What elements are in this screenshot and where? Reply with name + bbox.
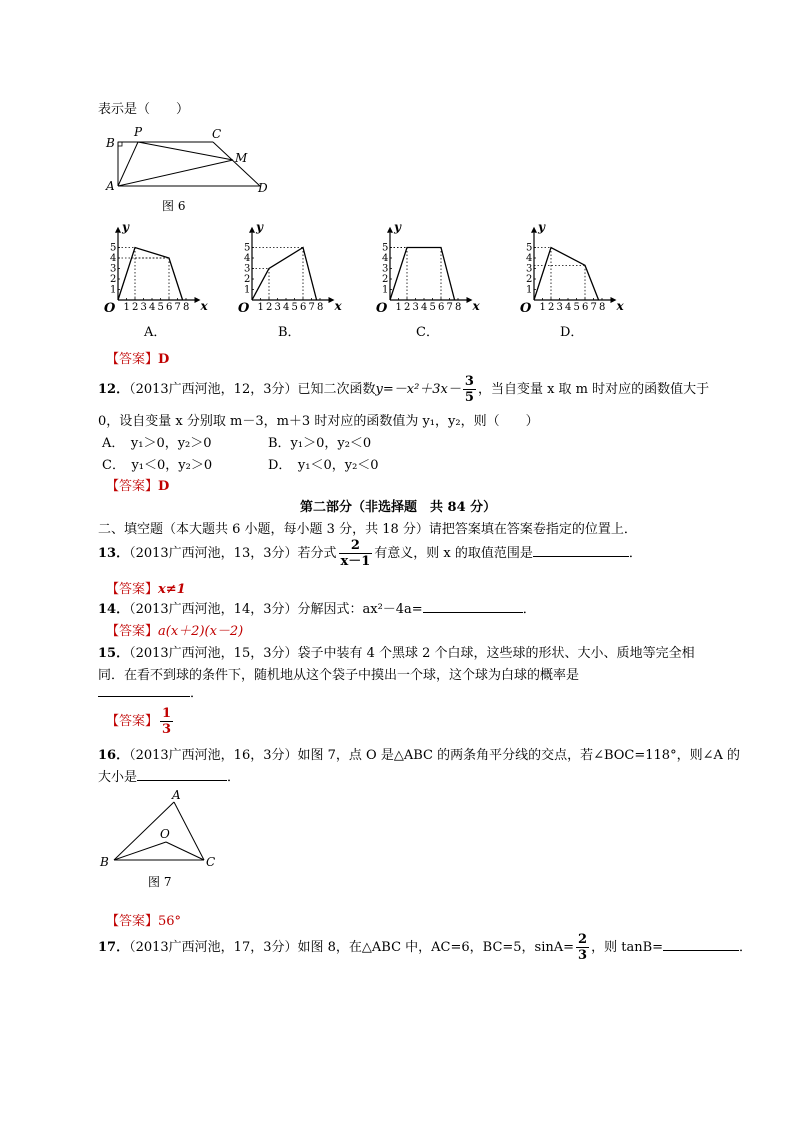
part-2-title: 第二部分（非选择题 共 84 分） xyxy=(300,500,497,515)
y-axis-arrow xyxy=(387,227,393,233)
answer-16: 【答案】56° xyxy=(106,914,182,929)
y-axis-label: y xyxy=(394,224,401,234)
question-16-line2: 大小是 ． xyxy=(98,770,241,785)
x-tick-label: 3 xyxy=(556,302,563,313)
x-tick-label: 2 xyxy=(404,302,411,313)
origin-label: O xyxy=(104,301,116,316)
x-tick-label: 1 xyxy=(257,302,264,313)
q13-answer-blank[interactable] xyxy=(533,556,629,557)
y-axis-arrow xyxy=(115,227,121,233)
fig7-label-a: A xyxy=(172,788,181,802)
origin-label: O xyxy=(376,301,388,316)
question-17: 17．（2013广西河池，17，3分）如图 8，在△ABC 中，AC=6，BC=5，sinA= $\frac{2}{3}$ ，则 tanB= ． xyxy=(98,932,753,963)
question-15-line2: 同．在看不到球的条件下，随机地从这个袋子中摸出一个球，这个球为白球的概率是 xyxy=(98,668,580,683)
y-tick-label: 1 xyxy=(244,284,251,296)
y-tick-label: 2 xyxy=(244,274,251,285)
x-tick-label: 8 xyxy=(183,302,190,313)
answer-12: 【答案】D xyxy=(106,479,170,494)
q14-answer-blank[interactable] xyxy=(423,612,523,613)
question-14: 14．（2013广西河池，14，3分）分解因式：ax²－4a= ． xyxy=(98,602,536,617)
x-tick-label: 2 xyxy=(548,302,555,313)
answer-11: 【答案】D xyxy=(106,352,170,367)
y-tick-label: 5 xyxy=(526,242,533,254)
y-tick-label: 3 xyxy=(382,263,389,275)
x-axis-label: x xyxy=(200,299,208,313)
fig7-label-o: O xyxy=(160,827,170,841)
q12-option-c: C． y₁＜0，y₂＞0 xyxy=(102,458,213,473)
x-tick-label: 8 xyxy=(317,302,324,313)
y-tick-label: 1 xyxy=(382,284,389,296)
option-label: B． xyxy=(278,325,301,340)
y-tick-label: 5 xyxy=(382,242,389,254)
fig6-label-c: C xyxy=(212,127,222,141)
y-tick-label: 2 xyxy=(382,274,389,285)
option-label: D． xyxy=(560,325,584,340)
x-tick-label: 1 xyxy=(395,302,402,313)
x-tick-label: 4 xyxy=(283,302,290,313)
x-tick-label: 6 xyxy=(582,302,589,313)
question-12-line2: 0，设自变量 x 分别取 m－3，m＋3 时对应的函数值为 y₁，y₂，则（ ） xyxy=(98,414,539,429)
x-axis-label: x xyxy=(616,299,624,313)
x-tick-label: 7 xyxy=(308,302,315,313)
x-tick-label: 7 xyxy=(174,302,181,313)
x-tick-label: 7 xyxy=(590,302,597,313)
q12-option-a: A． y₁＞0，y₂＞0 xyxy=(102,436,212,451)
x-tick-label: 2 xyxy=(266,302,273,313)
y-tick-label: 4 xyxy=(244,253,251,264)
x-tick-label: 6 xyxy=(438,302,445,313)
answer-15: 【答案】 $\frac{1}{3}$ xyxy=(106,706,172,737)
question-13: 13．（2013广西河池，13，3分）若分式 $\frac{2}{x-1}$ 有意义，则 x 的取值范围是 ． xyxy=(98,538,642,569)
origin-label: O xyxy=(520,301,532,316)
x-tick-label: 3 xyxy=(140,302,147,313)
y-tick-label: 4 xyxy=(526,253,533,264)
fig6-label-b: B xyxy=(106,136,115,150)
fig6-label-m: M xyxy=(235,151,248,165)
fig6-caption: 图 6 xyxy=(162,199,186,213)
x-tick-label: 4 xyxy=(565,302,572,313)
y-tick-label: 3 xyxy=(526,263,533,275)
y-tick-label: 5 xyxy=(244,242,251,254)
q17-answer-blank[interactable] xyxy=(663,950,739,951)
y-tick-label: 2 xyxy=(110,274,117,285)
q12-option-b: B．y₁＞0，y₂＜0 xyxy=(268,436,372,451)
x-tick-label: 4 xyxy=(149,302,156,313)
x-tick-label: 3 xyxy=(412,302,419,313)
question-16: 16．（2013广西河池，16，3分）如图 7，点 O 是△ABC 的两条角平分线的交点，若∠BOC=118°，则∠A 的 xyxy=(98,748,740,763)
q13-fraction: $\frac{2}{x-1}$ xyxy=(340,538,371,569)
x-tick-label: 3 xyxy=(274,302,281,313)
question-15-line3: ． xyxy=(98,682,203,701)
x-tick-label: 6 xyxy=(300,302,307,313)
y-tick-label: 4 xyxy=(110,253,117,264)
graph-options xyxy=(100,224,660,344)
x-tick-label: 8 xyxy=(599,302,606,313)
fig6-label-p: P xyxy=(134,125,143,139)
origin-label: O xyxy=(238,301,250,316)
x-tick-label: 5 xyxy=(429,302,436,313)
x-tick-label: 7 xyxy=(446,302,453,313)
x-tick-label: 6 xyxy=(166,302,173,313)
y-axis-label: y xyxy=(122,224,129,234)
y-tick-label: 2 xyxy=(526,274,533,285)
y-tick-label: 3 xyxy=(244,263,251,275)
figure-7 xyxy=(98,786,238,898)
q16-answer-blank[interactable] xyxy=(137,780,227,781)
function-graph xyxy=(534,248,599,301)
q12-option-d: D． y₁＜0，y₂＜0 xyxy=(268,458,379,473)
y-tick-label: 3 xyxy=(110,263,117,275)
x-tick-label: 4 xyxy=(421,302,428,313)
y-axis-arrow xyxy=(249,227,255,233)
section-heading: 二、填空题（本大题共 6 小题，每小题 3 分，共 18 分）请把答案填在答案卷指定的位置上． xyxy=(98,522,637,537)
y-axis-label: y xyxy=(256,224,263,234)
x-tick-label: 1 xyxy=(539,302,546,313)
function-graph xyxy=(390,248,455,301)
x-tick-label: 2 xyxy=(132,302,139,313)
option-label: A． xyxy=(144,325,167,340)
x-tick-label: 1 xyxy=(123,302,130,313)
x-tick-label: 5 xyxy=(573,302,580,313)
fig6-label-d: D xyxy=(258,181,268,195)
y-axis-arrow xyxy=(531,227,537,233)
x-axis-label: x xyxy=(472,299,480,313)
y-tick-label: 1 xyxy=(526,284,533,296)
fig6-label-a: A xyxy=(106,179,115,193)
y-tick-label: 4 xyxy=(382,253,389,264)
y-axis-label: y xyxy=(538,224,545,234)
question-12: 12．（2013广西河池，12，3分）已知二次函数y=－x²＋3x－ $\frac{3}{5}$ ，当自变量 x 取 m 时对应的函数值大于 xyxy=(98,374,710,405)
y-tick-label: 5 xyxy=(110,242,117,254)
question-15: 15．（2013广西河池，15，3分）袋子中装有 4 个黑球 2 个白球，这些球的形状、大小、质地等完全相 xyxy=(98,646,695,661)
fig7-caption: 图 7 xyxy=(148,875,172,889)
q15-answer-blank[interactable] xyxy=(98,682,190,697)
function-graph xyxy=(118,248,183,301)
function-graph xyxy=(252,248,317,301)
figure-6 xyxy=(98,122,278,222)
answer-13: 【答案】x≠1 xyxy=(106,582,186,597)
answer-14: 【答案】a(x＋2)(x－2) xyxy=(106,624,244,639)
answer-15-fraction: $\frac{1}{3}$ xyxy=(162,706,172,737)
q12-fraction: $\frac{3}{5}$ xyxy=(464,374,474,405)
x-axis-label: x xyxy=(334,299,342,313)
y-tick-label: 1 xyxy=(110,284,117,296)
x-tick-label: 8 xyxy=(455,302,462,313)
fig7-label-b: B xyxy=(100,855,109,869)
question-11-tail: 表示是（ ） xyxy=(98,102,190,117)
q17-fraction: $\frac{2}{3}$ xyxy=(578,932,588,963)
option-label: C． xyxy=(416,325,439,340)
x-tick-label: 5 xyxy=(291,302,298,313)
fig7-label-c: C xyxy=(206,855,216,869)
x-tick-label: 5 xyxy=(157,302,164,313)
